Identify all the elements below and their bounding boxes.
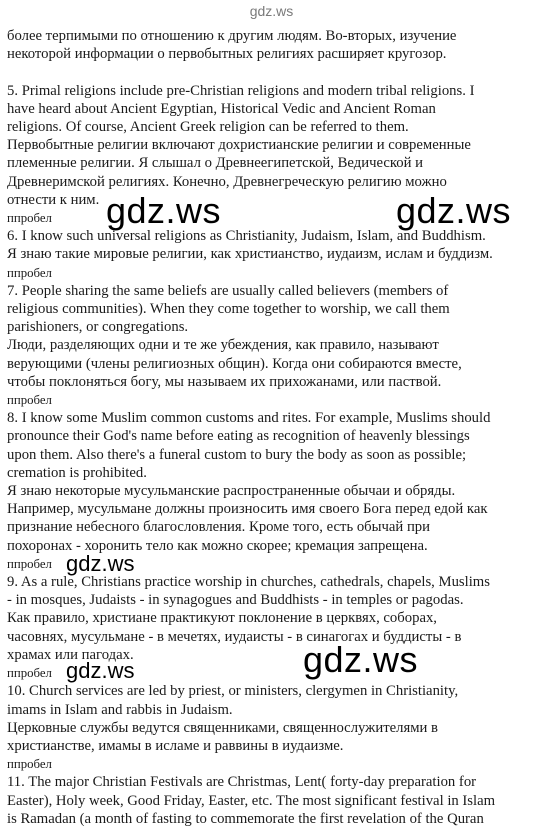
text-line: pronounce their God's name before eating as recognition of heavenly blessings <box>7 428 470 445</box>
text-line: Я знаю такие мировые религии, как христианство, иудаизм, ислам и буддизм. <box>7 246 493 263</box>
text-line: часовнях, мусульмане - в мечетях, иудаисты - в синагогах и буддисты - в <box>7 628 462 645</box>
watermark: gdz.ws <box>66 658 135 683</box>
site-logo: gdz.ws <box>249 3 294 19</box>
text-line: Как правило, христиане практикуют поклонение в церквях, соборах, <box>7 610 437 627</box>
text-line: 9. As a rule, Christians practice worship in churches, cathedrals, chapels, Muslims <box>7 574 490 591</box>
text-line: чтобы поклоняться богу, мы называем их прихожанами, или паствой. <box>7 373 442 390</box>
text-line: religions. Of course, Ancient Greek religion can be referred to them. <box>7 119 409 135</box>
text-line: Я знаю некоторые мусульманские распространенные обычаи и обряды. <box>7 483 456 500</box>
watermark: gdz.ws <box>106 190 222 231</box>
text-line: 8. I know some Muslim common customs and rites. For example, Muslims should <box>7 410 491 427</box>
text-line: upon them. Also there's a funeral custom to bury the body as soon as possible; <box>7 446 467 463</box>
text-line: is Ramadan (a month of fasting to commemorate the first revelation of the Quran <box>7 810 484 827</box>
text-line: imams in Islam and rabbis in Judaism. <box>7 701 233 718</box>
separator-label: ппробел <box>7 757 52 772</box>
text-line: христианстве, имамы в исламе и раввины в иудаизме. <box>7 737 344 754</box>
document-body <box>7 27 539 828</box>
text-line: 10. Church services are led by priest, or ministers, clergymen in Christianity, <box>7 683 459 700</box>
text-line: cremation is prohibited. <box>7 464 147 481</box>
separator-label: ппробел <box>7 556 52 571</box>
separator-label: ппробел <box>7 211 52 226</box>
separator-label: ппробел <box>7 666 52 681</box>
text-line: parishioners, or congregations. <box>7 319 189 336</box>
text-line: 7. People sharing the same beliefs are usually called believers (members of <box>7 282 449 299</box>
blank-line <box>7 63 539 81</box>
text-line: храмах или пагодах. <box>7 646 134 663</box>
text-line: признание небесного благословления. Кроме того, есть обычай при <box>7 519 431 536</box>
text-line: have heard about Ancient Egyptian, Historical Vedic and Ancient Roman <box>7 100 436 117</box>
text-line: - in mosques, Judaists - in synagogues and Buddhists - in temples or pagodas. <box>7 592 464 609</box>
text-line: 6. I know such universal religions as Christianity, Judaism, Islam, and Buddhism. <box>7 228 486 245</box>
text-line: Первобытные религии включают дохристианские религии и современные <box>7 137 471 154</box>
text-line: похоронах - хоронить тело как можно скорее; кремация запрещена. <box>7 537 428 554</box>
text-line: племенные религии. Я слышал о Древнеегипетской, Ведической и <box>7 155 424 172</box>
text-line: Церковные службы ведутся священниками, священнослужителями в <box>7 719 438 736</box>
text-line: 5. Primal religions include pre-Christian religions and modern tribal religions. I <box>7 82 475 99</box>
separator-label: ппробел <box>7 265 52 280</box>
text-line: некоторой информации о первобытных религиях расширяет кругозор. <box>7 46 447 63</box>
text-line: Например, мусульмане должны произносить имя своего Бога перед едой как <box>7 501 488 518</box>
text-line: Easter), Holy week, Good Friday, Easter, etc. The most significant festival in Islam <box>7 792 496 809</box>
text-line: Древнеримской религиях. Конечно, Древнегреческую религию можно <box>7 173 447 190</box>
text-line: более терпимыми по отношению к другим людям. Во-вторых, изучение <box>7 28 457 44</box>
watermark: gdz.ws <box>396 190 512 231</box>
separator-label: ппробел <box>7 393 52 408</box>
text-line: religious communities). When they come together to worship, we call them <box>7 301 450 318</box>
text-line: Люди, разделяющих одни и те же убеждения, как правило, называют <box>7 337 439 354</box>
watermark: gdz.ws <box>66 551 135 576</box>
text-line: 11. The major Christian Festivals are Christmas, Lent( forty-day preparation for <box>7 774 477 791</box>
text-line: верующими (члены религиозных общин). Когда они собираются вместе, <box>7 355 462 372</box>
watermark: gdz.ws <box>303 639 419 680</box>
text-line: отнести к ним. <box>7 191 100 208</box>
